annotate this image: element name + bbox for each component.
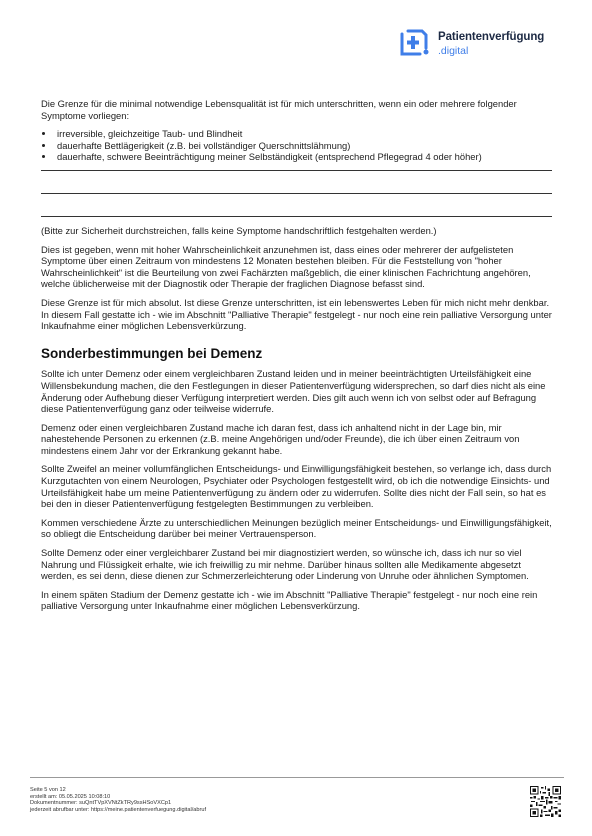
dementia-heading: Sonderbestimmungen bei Demenz (41, 345, 263, 361)
handwriting-line[interactable] (41, 170, 552, 171)
absolute-limit-paragraph: Diese Grenze ist für mich absolut. Ist diese Grenze unterschritten, ist ein lebenswertes Leben für mich nicht mehr denkbar. In diesem Fall gestatte ich - wie im Abschnitt "Palliative Therapie" festgelegt - nur noch eine rein palliative Versorgung unter Inkaufnahme einer möglichen Lebensverkürzung. (41, 296, 552, 332)
brand-domain: .digital (438, 45, 469, 57)
brand-logo (398, 26, 558, 62)
handwriting-line[interactable] (41, 193, 552, 194)
symptom-item: • irreversible, gleichzeitige Taub- und Blindheit (55, 128, 552, 140)
created-date: erstellt am: 05.05.2025 10:08:10 (30, 793, 111, 800)
brand-logo-icon (398, 28, 430, 58)
document-number: Dokumentnummer: suQntTVpXVNtZkTRy9ssHSoVXCp1 (30, 800, 172, 807)
strike-note: (Bitte zur Sicherheit durchstreichen, falls keine Symptome handschriftlich festgehalten werden.) (41, 224, 437, 236)
symptom-list (41, 128, 552, 163)
brand-name: Patientenverfügung (438, 31, 545, 43)
dementia-paragraph: Sollte Demenz oder einer vergleichbarer Zustand bei mir diagnostiziert werden, so wünsche ich, dass ich nur so viel Nahrung und Flüssigkeit erhalte, wie ich freiwillig zu mir nehme. Darüber hinaus sollten alle Medikamente abgesetzt werden, es sei denn, diese dienen zur Schmerzerleichterung oder Linderung von Unruhe oder ähnlichen Symptomen. (41, 547, 529, 582)
handwriting-line[interactable] (41, 216, 552, 217)
page-number: Seite 5 von 12 (30, 787, 66, 793)
dementia-paragraph: In einem späten Stadium der Demenz gestatte ich - wie im Abschnitt "Palliative Therapie" festgelegt - nur noch eine rein palliative Versorgung unter Inkaufnahme einer möglichen Lebensverkürzung. (41, 588, 538, 612)
quality-limit-intro: Die Grenze für die minimal notwendige Lebensqualität ist für mich unterschritten, wenn ein oder mehrere folgender Symptome vorliegen: (41, 98, 517, 121)
footer-divider (30, 777, 564, 778)
document-body (41, 98, 552, 619)
retrieval-url: jederzeit abrufbar unter: https://meine.patientenverfuegung.digital/abruf (30, 806, 207, 813)
dementia-paragraph: Kommen verschiedene Ärzte zu unterschiedlichen Meinungen bezüglich meiner Entscheidungs- und Einwilligungsfähigkeit, so obliegt die Entscheidung darüber bei meiner Vertrauensperson. (41, 516, 552, 540)
dementia-paragraph: Sollte Zweifel an meiner vollumfänglichen Entscheidungs- und Einwilligungsfähigkeit bestehen, so verlange ich, dass durch Kurzgutachten von einem Neurologen, Psychiater oder Psychologen festgestellt wird, ob ich die notwendige Einsichts- und Urteilsfähigkeit habe um meine Patientenverfügung zu ändern oder zu widerrufen. Sollte dies nicht der Fall sein, so hat es bei den in dieser Patientenverfügung festgelegten Bestimmungen zu verbleiben. (41, 463, 552, 510)
symptom-item: • dauerhafte, schwere Beeinträchtigung meiner Selbständigkeit (entsprechend Pflegegrad 4 oder höher) (55, 151, 552, 163)
qr-code-icon (530, 786, 561, 817)
dementia-paragraph: Sollte ich unter Demenz oder einem vergleichbaren Zustand leiden und in meiner beeinträchtigten Urteilsfähigkeit eine Willensbekundung machen, die den Festlegungen in dieser Patientenverfügung widersprechen, so darf dies nicht als eine Änderung oder Aufhebung dieser Verfügung interpretiert werden. Dies gilt auch wenn ich von selbst oder auf Befragung diese Patientenverfügung ganz oder teilweise widerrufe. (41, 368, 546, 415)
dementia-paragraph: Demenz oder einen vergleichbaren Zustand mache ich daran fest, dass ich anhaltend nicht in der Lage bin, mir nahestehende Personen zu erkennen (z.B. meine Angehörigen und/oder Freunde), die ich über einen Zeitraum von mindestens einem Jahr vor der Erkrankung gekannt habe. (41, 421, 520, 456)
symptom-item: • dauerhafte Bettlägerigkeit (z.B. bei vollständiger Querschnittslähmung) (55, 140, 552, 152)
footer (30, 787, 206, 813)
probability-paragraph: Dies ist gegeben, wenn mit hoher Wahrscheinlichkeit anzunehmen ist, dass eines oder mehrerer der aufgelisteten Symptome über einen Zeitraum von mindestens 12 Monaten bestehen bleiben. Für die Feststellung von "hoher Wahrscheinlichkeit" ist die Beurteilung von zwei Fachärzten maßgeblich, die einer klinischen Fachrichtung angehören, welche üblicherweise mit der Diagnostik oder Therapie der fraglichen Diagnose befasst sind. (41, 243, 531, 290)
